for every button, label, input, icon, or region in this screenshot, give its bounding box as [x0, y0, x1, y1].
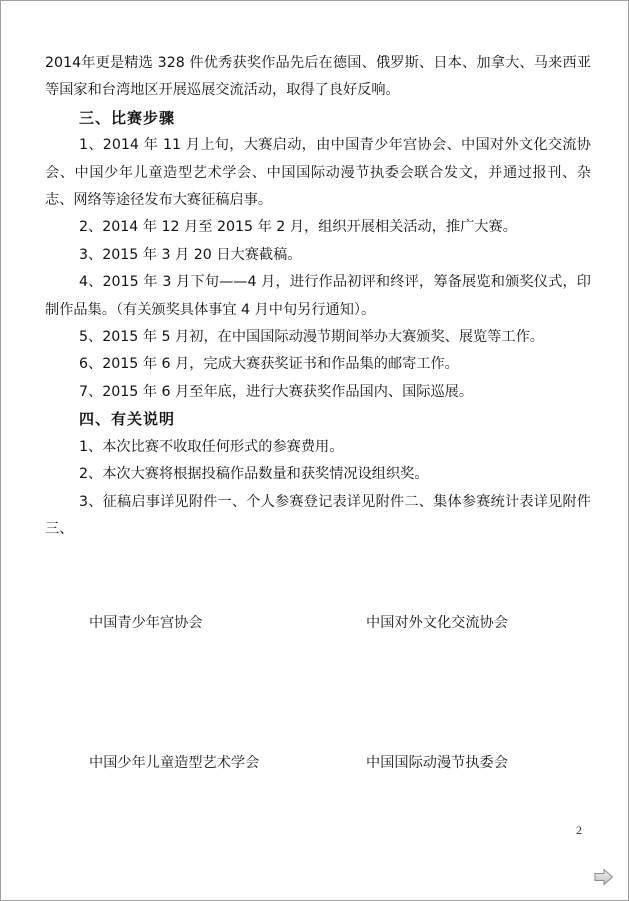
section-4-heading: 四、有关说明: [79, 410, 176, 429]
step-7: 7、2015 年 6 月至年底，进行大赛获奖作品国内、国际巡展。: [79, 383, 474, 400]
step-3: 3、2015 年 3 月 20 日大赛截稿。: [79, 246, 302, 263]
signatory-cultural-exchange-association: 中国对外文化交流协会: [366, 615, 508, 631]
step-1: 1、2014 年 11 月上旬，大赛启动，由中国青少年宫协会、中国对外文化交流协会、中国少年儿童造型艺术学会、中国国际动漫节执委会联合发文，并通过报刊、杂志、网络等途径发布大赛征稿启事。: [45, 137, 591, 209]
signatory-children-art-society: 中国少年儿童造型艺术学会: [89, 755, 260, 771]
next-page-button[interactable]: [594, 868, 614, 886]
step-4: 4、2015 年 3 月下旬——4 月，进行作品初评和终评，筹备展览和颁奖仪式，印制作品集。（有关颁奖具体事宜 4 月中旬另行通知）。: [45, 274, 591, 318]
step-6: 6、2015 年 6 月，完成大赛获奖证书和作品集的邮寄工作。: [79, 356, 459, 373]
signatory-youth-palace-association: 中国青少年宫协会: [89, 615, 203, 631]
signatory-animation-festival-committee: 中国国际动漫节执委会: [366, 755, 508, 771]
step-2: 2、2014 年 12 月至 2015 年 2 月，组织开展相关活动，推广大赛。: [79, 219, 517, 236]
note-2: 2、本次大赛将根据投稿作品数量和获奖情况设组织奖。: [79, 466, 429, 483]
page-number: 2: [576, 823, 582, 837]
section-3-heading: 三、比赛步骤: [79, 108, 176, 127]
intro-paragraph: 2014年更是精选 328 件优秀获奖作品先后在德国、俄罗斯、日本、加拿大、马来西亚等国家和台湾地区开展巡展交流活动，取得了良好反响。: [45, 55, 591, 99]
document-body: [45, 50, 591, 543]
arrow-right-icon: [594, 868, 614, 886]
step-5: 5、2015 年 5 月初，在中国国际动漫节期间举办大赛颁奖、展览等工作。: [79, 329, 544, 346]
note-3: 3、征稿启事详见附件一、个人参赛登记表详见附件二、集体参赛统计表详见附件三、: [45, 493, 591, 537]
note-1: 1、本次比赛不收取任何形式的参赛费用。: [79, 438, 344, 455]
